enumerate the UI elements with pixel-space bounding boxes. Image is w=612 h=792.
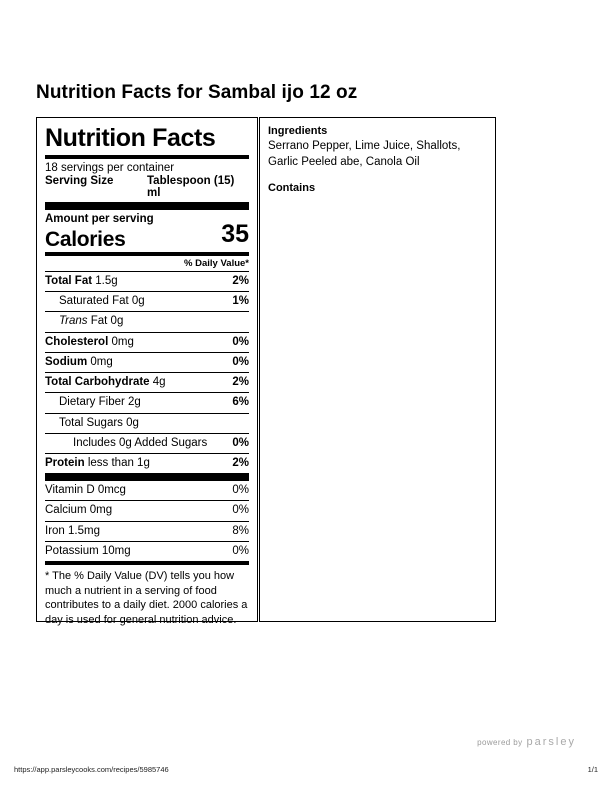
vitamin-label: Calcium 0mg	[45, 504, 113, 517]
nutrient-dv: 2%	[232, 376, 249, 389]
nutrient-amount: 0mg	[90, 355, 113, 368]
vitamin-dv: 0%	[232, 504, 249, 517]
nutrient-row	[45, 414, 249, 433]
nutrition-facts-heading: Nutrition Facts	[45, 124, 216, 152]
vitamin-row	[45, 542, 249, 561]
nutrient-dv: 0%	[232, 335, 249, 348]
serving-size-label: Serving Size	[45, 175, 114, 187]
footer-page-number: 1/1	[587, 765, 598, 774]
nutrient-dv: 1%	[232, 295, 249, 308]
nutrient-dv: 0%	[232, 436, 249, 449]
nutrient-row	[45, 393, 249, 412]
nutrient-amount: 0g	[126, 416, 139, 429]
parsley-logo: parsley	[526, 736, 576, 748]
nutrient-dv: 0%	[232, 355, 249, 368]
nutrient-label: Includes 0g Added Sugars	[73, 436, 208, 449]
calories-row	[45, 220, 249, 252]
nutrient-label: Trans	[59, 315, 88, 328]
nutrient-amount: 1.5g	[95, 275, 118, 287]
nutrient-label: Protein	[45, 456, 85, 469]
nutrient-row	[45, 272, 249, 291]
vitamin-dv: 0%	[232, 484, 249, 497]
nutrient-dv: 6%	[232, 396, 249, 409]
vitamin-label: Vitamin D 0mcg	[45, 484, 126, 497]
vitamin-row	[45, 481, 249, 500]
nutrient-amount: 2g	[128, 396, 141, 409]
footer-url: https://app.parsleycooks.com/recipes/5985746	[14, 765, 169, 774]
nutrient-label: Total Carbohydrate	[45, 376, 150, 389]
vitamin-label: Potassium 10mg	[45, 544, 131, 557]
daily-value-footnote: * The % Daily Value (DV) tells you how much a nutrient in a serving of food contributes to a daily diet. 2000 calories a day is used for general nutrition advice.	[45, 570, 248, 626]
nutrient-label: Cholesterol	[45, 335, 109, 348]
nutrient-row	[45, 312, 249, 331]
serving-size-row	[45, 175, 249, 202]
nutrient-amount: 0mg	[111, 335, 134, 348]
nutrient-amount: Fat 0g	[90, 315, 124, 328]
calories-label: Calories	[45, 228, 126, 251]
nutrient-row	[45, 434, 249, 453]
contains-heading: Contains	[268, 182, 316, 195]
powered-by-badge	[477, 736, 576, 748]
servings-per-container: 18 servings per container	[45, 162, 175, 174]
nutrient-label: Total Fat	[45, 275, 93, 287]
nutrition-facts-panel	[36, 117, 258, 626]
divider-thick-bottom	[45, 473, 249, 481]
powered-by-label: powered by	[477, 737, 523, 747]
nutrient-row	[45, 454, 249, 473]
nutrient-label: Sodium	[45, 355, 88, 368]
vitamin-dv: 8%	[232, 524, 249, 537]
nutrient-label: Dietary Fiber	[59, 396, 125, 409]
nutrient-row	[45, 353, 249, 372]
ingredients-heading: Ingredients	[268, 125, 328, 137]
page-title: Nutrition Facts for Sambal ijo 12 oz	[36, 82, 358, 103]
divider-thick-top	[45, 202, 249, 210]
nutrient-label: Saturated Fat	[59, 295, 129, 308]
nutrient-amount: 4g	[152, 376, 166, 389]
ingredients-text: Serrano Pepper, Lime Juice, Shallots, Garlic Peeled abe, Canola Oil	[268, 140, 461, 168]
ingredients-panel	[259, 117, 496, 622]
vitamin-dv: 0%	[232, 544, 249, 557]
nutrient-amount: less than 1g	[87, 456, 150, 469]
calories-value: 35	[221, 220, 249, 248]
nutrient-label: Total Sugars	[59, 416, 123, 429]
nutrient-row	[45, 292, 249, 311]
serving-size-value: Tablespoon (15) ml	[147, 175, 235, 199]
nutrient-amount: 0g	[131, 295, 145, 308]
vitamin-row	[45, 522, 249, 541]
nutrient-row	[45, 373, 249, 392]
vitamin-row	[45, 501, 249, 520]
vitamin-label: Iron 1.5mg	[45, 524, 100, 537]
nutrient-row	[45, 333, 249, 352]
nutrient-dv: 2%	[232, 456, 249, 469]
nutrient-dv: 2%	[232, 275, 249, 287]
daily-value-header: % Daily Value*	[184, 258, 249, 269]
amount-per-serving-label: Amount per serving	[45, 213, 154, 225]
